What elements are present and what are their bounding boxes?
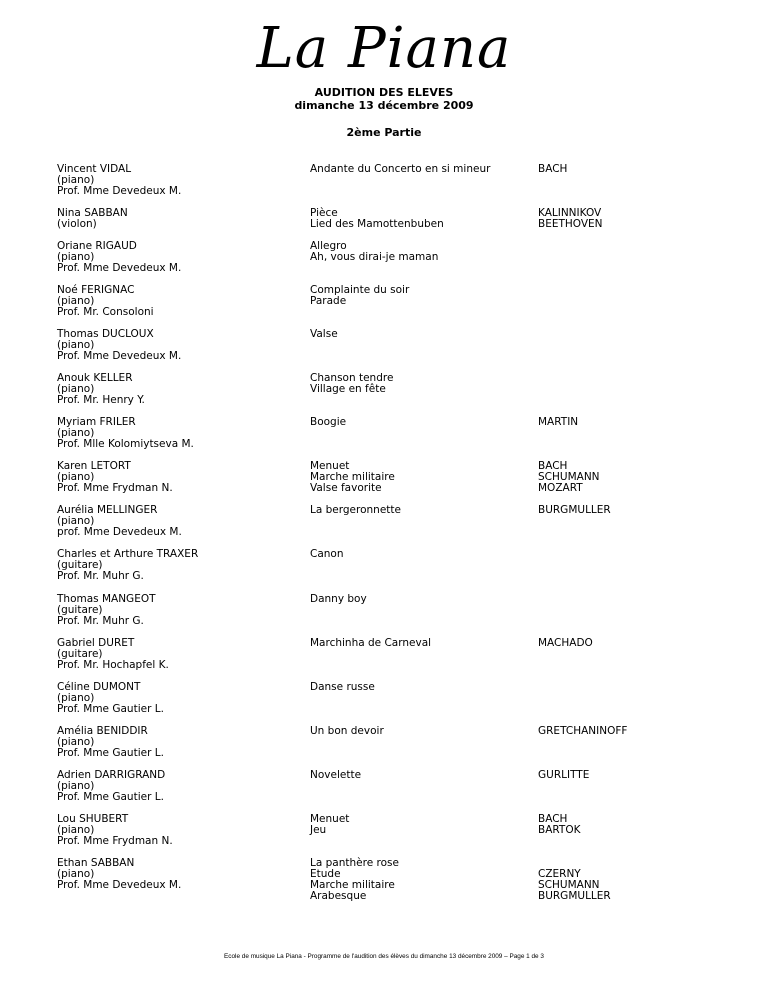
student-info: Oriane RIGAUD (piano) Prof. Mme Devedeux M. — [57, 240, 182, 274]
student-info: Noé FERIGNAC (piano) Prof. Mr. Consoloni — [57, 284, 154, 318]
student-info: Thomas DUCLOUX (piano) Prof. Mme Devedeux M. — [57, 328, 182, 362]
student-info: Amélia BENIDDIR (piano) Prof. Mme Gautier L. — [57, 725, 164, 759]
student-info: Adrien DARRIGRAND (piano) Prof. Mme Gautier L. — [57, 769, 166, 803]
piece-title: La bergeronnette — [310, 504, 401, 516]
student-info: Céline DUMONT (piano) Prof. Mme Gautier L. — [57, 681, 164, 715]
student-info: Nina SABBAN (violon) — [57, 207, 128, 230]
composer-name: GRETCHANINOFF — [538, 725, 628, 737]
program-title: AUDITION DES ELEVES — [314, 86, 454, 99]
composer-name: MARTIN — [538, 416, 579, 428]
piece-title: Canon — [310, 548, 344, 560]
piece-title: Novelette — [310, 769, 362, 781]
piece-title: Boogie — [310, 416, 347, 428]
composer-name: CZERNY SCHUMANN BURGMULLER — [538, 868, 611, 902]
piece-title: Andante du Concerto en si mineur — [310, 163, 491, 175]
composer-name: GURLITTE — [538, 769, 590, 781]
composer-name: BACH — [538, 163, 568, 175]
composer-name: BURGMULLER — [538, 504, 611, 516]
page-footer: Ecole de musique La Piana - Programme de l'audition des élèves du dimanche 13 décembre 2009 – Page 1 de 3 — [224, 953, 544, 960]
piece-title: Valse — [310, 328, 338, 340]
logo: La Piana — [256, 16, 512, 81]
piece-title: Un bon devoir — [310, 725, 384, 737]
piece-title: Marchinha de Carneval — [310, 637, 432, 649]
student-info: Karen LETORT (piano) Prof. Mme Frydman N. — [57, 460, 173, 494]
student-info: Lou SHUBERT (piano) Prof. Mme Frydman N. — [57, 813, 173, 847]
piece-title: La panthère rose Etude Marche militaire Arabesque — [310, 857, 399, 902]
piece-title: Menuet Jeu — [310, 813, 350, 836]
composer-name: BACH BARTOK — [538, 813, 581, 836]
program-date: dimanche 13 décembre 2009 — [294, 99, 474, 112]
piece-title: Pièce Lied des Mamottenbuben — [310, 207, 444, 230]
composer-name: MACHADO — [538, 637, 593, 649]
piece-title: Danse russe — [310, 681, 375, 693]
part-heading: 2ème Partie — [346, 126, 422, 139]
composer-name: BACH SCHUMANN MOZART — [538, 460, 600, 494]
student-info: Anouk KELLER (piano) Prof. Mr. Henry Y. — [57, 372, 145, 406]
student-info: Charles et Arthure TRAXER (guitare) Prof. Mr. Muhr G. — [57, 548, 199, 582]
composer-name: KALINNIKOV BEETHOVEN — [538, 207, 603, 230]
piece-title: Chanson tendre Village en fête — [310, 372, 394, 395]
piece-title: Complainte du soir Parade — [310, 284, 410, 307]
student-info: Gabriel DURET (guitare) Prof. Mr. Hochapfel K. — [57, 637, 169, 671]
piece-title: Menuet Marche militaire Valse favorite — [310, 460, 395, 494]
student-info: Myriam FRILER (piano) Prof. Mlle Kolomiytseva M. — [57, 416, 194, 450]
student-info: Aurélia MELLINGER (piano) prof. Mme Devedeux M. — [57, 504, 182, 538]
piece-title: Danny boy — [310, 593, 367, 605]
student-info: Thomas MANGEOT (guitare) Prof. Mr. Muhr G. — [57, 593, 156, 627]
student-info: Vincent VIDAL (piano) Prof. Mme Devedeux M. — [57, 163, 182, 197]
piece-title: Allegro Ah, vous dirai-je maman — [310, 240, 439, 263]
student-info: Ethan SABBAN (piano) Prof. Mme Devedeux M. — [57, 857, 182, 891]
